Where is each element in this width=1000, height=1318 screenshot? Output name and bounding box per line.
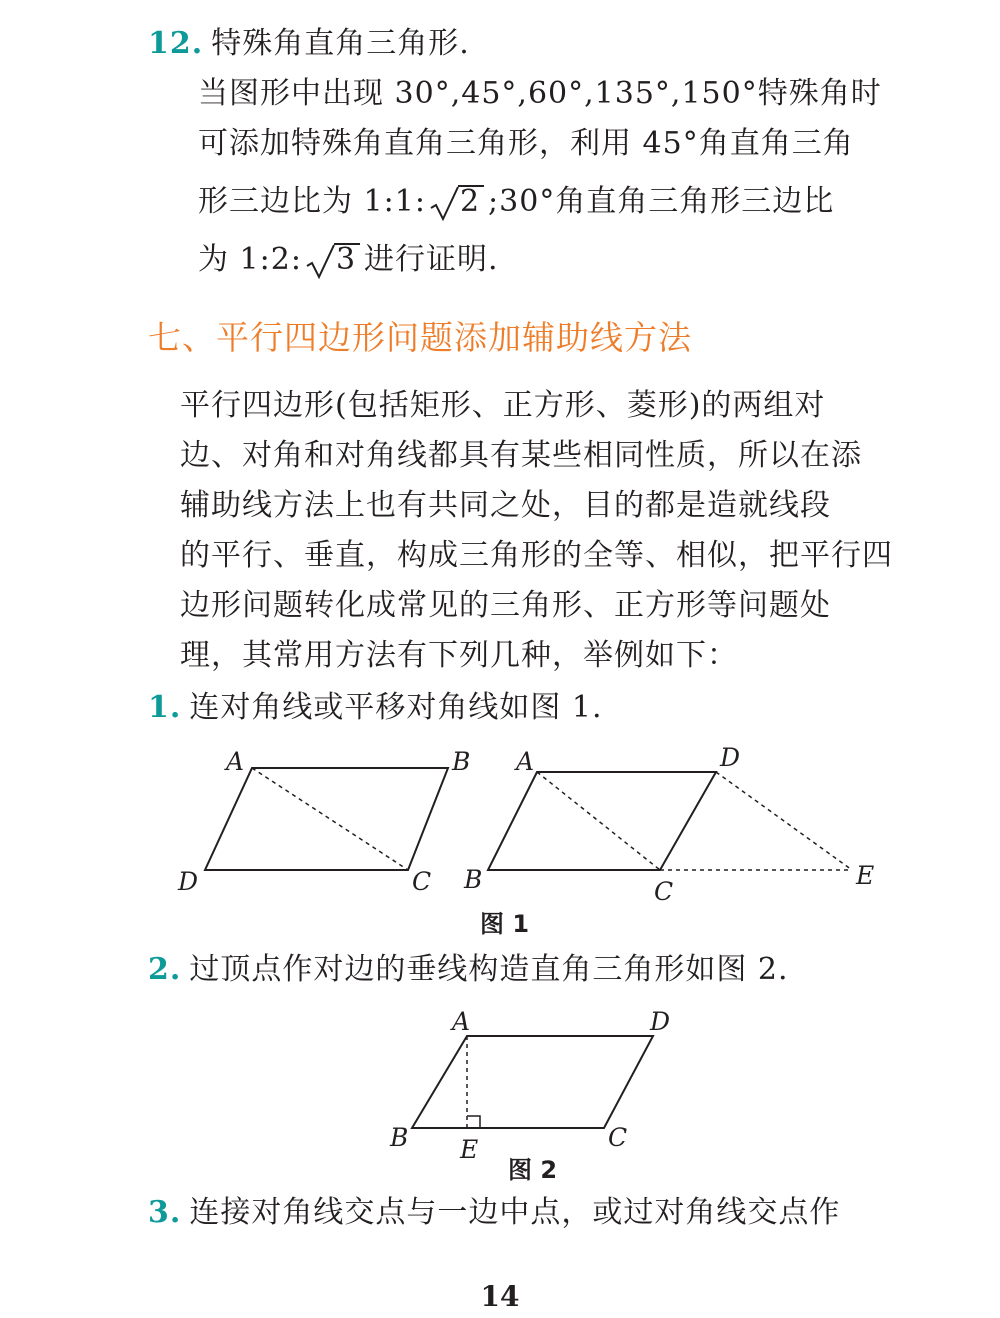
item-12-line-1: 当图形中出现 30°,45°,60°,135°,150°特殊角时 — [198, 76, 882, 111]
method-1 — [148, 690, 603, 726]
fig1-right-label-a: A — [516, 747, 535, 776]
radical-sign-icon — [306, 244, 336, 280]
page-number: 14 — [480, 1280, 520, 1313]
sqrt-3 — [306, 242, 360, 278]
item-12-line-2: 可添加特殊角直角三角形，利用 45°角直角三角 — [198, 126, 854, 161]
method-text: 连对角线或平移对角线如图 1. — [189, 690, 603, 725]
method-2 — [148, 952, 789, 988]
item-12-line-4 — [198, 242, 499, 278]
fig1-right-label-c: C — [654, 877, 674, 906]
fig2-label-c: C — [608, 1123, 628, 1152]
method-text: 连接对角线交点与一边中点，或过对角线交点作 — [189, 1195, 841, 1230]
sqrt-2 — [430, 184, 484, 220]
fig1-right-label-b: B — [464, 865, 483, 894]
radical-sign-icon — [430, 186, 460, 222]
para-line-3: 辅助线方法上也有共同之处，目的都是造就线段 — [180, 488, 831, 523]
method-number: 1. — [148, 690, 182, 725]
fig1-right-parallelogram — [488, 772, 716, 870]
radicand: 2 — [458, 185, 484, 217]
line-3-post: ;30°角直角三角形三边比 — [488, 184, 835, 219]
para-line-4: 的平行、垂直，构成三角形的全等、相似，把平行四 — [180, 538, 893, 573]
right-angle-icon — [467, 1116, 480, 1128]
method-text: 过顶点作对边的垂线构造直角三角形如图 2. — [189, 952, 789, 987]
section-heading: 七、平行四边形问题添加辅助线方法 — [148, 318, 692, 357]
item-12-title — [148, 26, 470, 62]
line-3-pre: 形三边比为 1:1: — [198, 184, 426, 219]
para-line-5: 边形问题转化成常见的三角形、正方形等问题处 — [180, 588, 831, 623]
fig1-right-translated-diagonal — [716, 772, 852, 870]
figure-2-caption: 图 2 — [508, 1156, 558, 1184]
method-number: 2. — [148, 952, 182, 987]
para-line-2: 边、对角和对角线都具有某些相同性质，所以在添 — [180, 438, 862, 473]
fig2-label-a: A — [452, 1007, 471, 1036]
figure-1-caption: 图 1 — [480, 910, 530, 938]
radicand: 3 — [334, 243, 360, 275]
fig1-left-parallelogram — [205, 768, 448, 870]
fig1-left-label-c: C — [412, 867, 432, 896]
para-line-6: 理，其常用方法有下列几种，举例如下： — [180, 638, 738, 673]
fig1-right-diagonal — [537, 772, 660, 870]
para-line-1: 平行四边形(包括矩形、正方形、菱形)的两组对 — [180, 388, 826, 423]
fig1-right-label-e: E — [856, 861, 875, 890]
fig1-left-label-d: D — [178, 867, 199, 896]
fig1-left-diagonal — [252, 768, 408, 870]
item-number: 12. — [148, 26, 204, 61]
fig1-left-label-a: A — [226, 747, 245, 776]
fig2-parallelogram — [412, 1036, 653, 1128]
item-title: 特殊角直角三角形. — [211, 26, 470, 61]
line-4-pre: 为 1:2: — [198, 242, 302, 277]
fig1-left-label-b: B — [452, 747, 471, 776]
fig2-label-e: E — [460, 1135, 479, 1160]
fig2-label-b: B — [390, 1123, 409, 1152]
item-12-line-3 — [198, 184, 834, 220]
fig1-right-label-d: D — [720, 743, 741, 772]
figure-2 — [0, 1000, 1000, 1160]
fig2-label-d: D — [650, 1007, 671, 1036]
method-3 — [148, 1195, 840, 1231]
method-number: 3. — [148, 1195, 182, 1230]
line-4-post: 进行证明. — [364, 242, 499, 277]
